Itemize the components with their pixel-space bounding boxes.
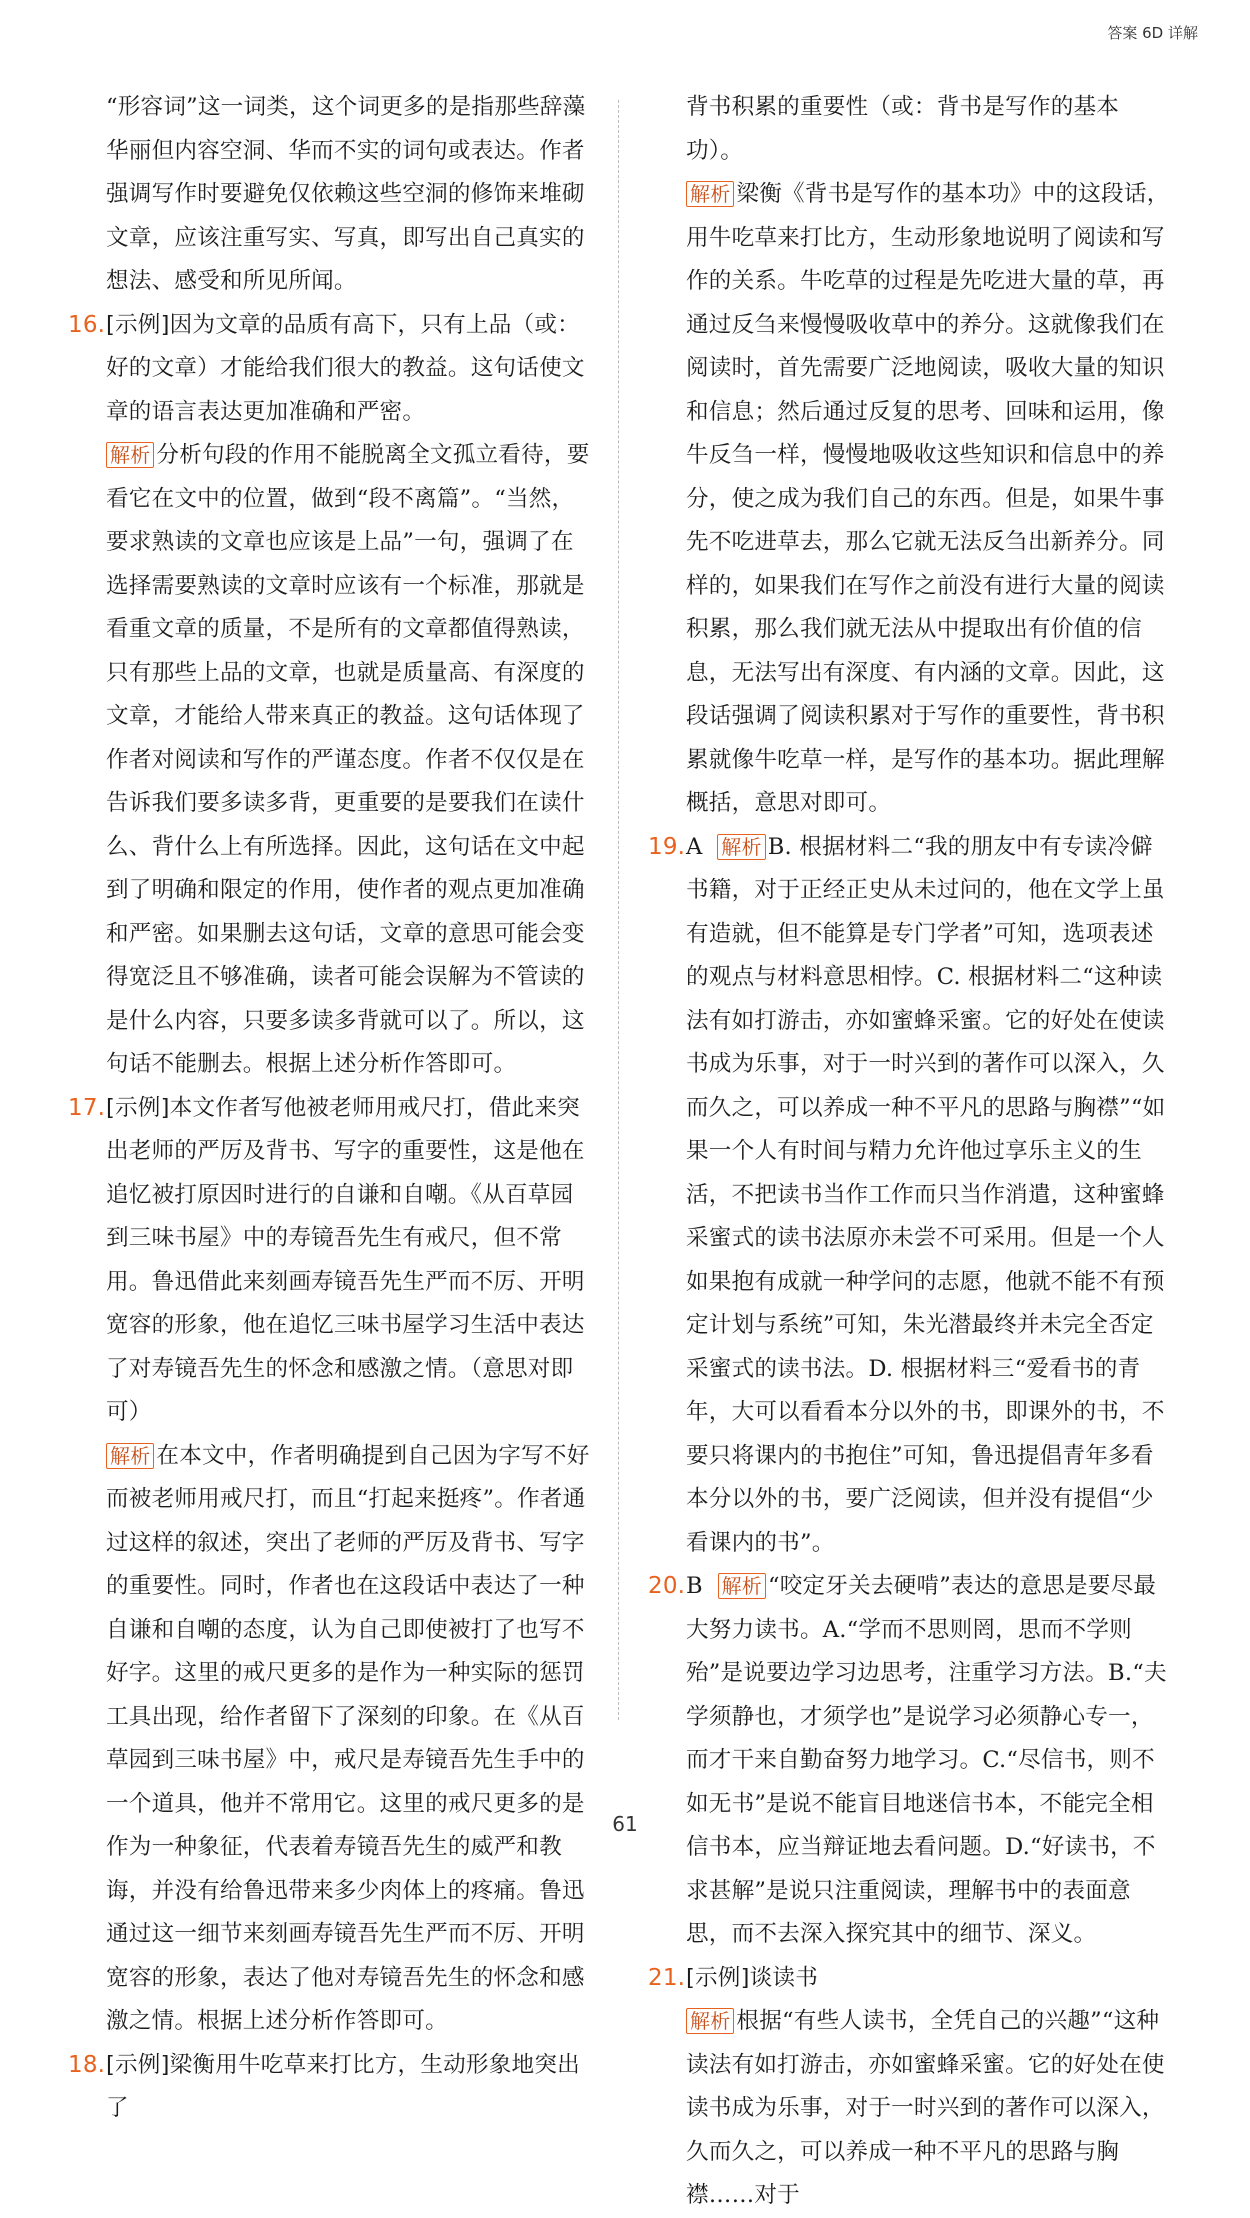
q20-analysis: “咬定牙关去硬啃”表达的意思是要尽最大努力读书。A.“学而不思则罔，思而不学则殆”是说要边学习边思考，注重学习方法。B.“夫学须静也，才须学也”是说学习必须静心专一，而才干来自勤奋努力地学习。C.“尽信书，则不如无书”是说不能盲目地迷信书本，不能完全相信书本，应当辩证地去看问题。D.“好读书，不求甚解”是说只注重阅读，理解书中的表面意思，而不去深入探究其中的细节、深义。 [686,1573,1167,1947]
page-header: 答案 6D 详解 [1107,24,1198,42]
q16-answer: [示例]因为文章的品质有高下，只有上品（或：好的文章）才能给我们很大的教益。这句话使文章的语言表达更加准确和严密。 [106,311,585,425]
q20-answer: B [686,1573,703,1599]
q16-number: 16. [68,311,106,338]
analysis-tag: 解析 [686,2008,734,2034]
q16-analysis: 分析句段的作用不能脱离全文孤立看待，要看它在文中的位置，做到“段不离篇”。“当然，要求熟读的文章也应该是上品”一句，强调了在选择需要熟读的文章时应该有一个标准，那就是看重文章的质量，不是所有的文章都值得熟读，只有那些上品的文章，也就是质量高、有深度的文章，才能给人带来真正的教益。这句话体现了作者对阅读和写作的严谨态度。作者不仅仅是在告诉我们要多读多背，更重要的是要我们在读什么、背什么上有所选择。因此，这句话在文中起到了明确和限定的作用，使作者的观点更加准确和严密。如果删去这句话，文章的意思可能会变得宽泛且不够准确，读者可能会误解为不管读的是什么内容，只要多读多背就可以了。所以，这句话不能删去。根据上述分析作答即可。 [106,442,590,1077]
q18-answer-cont: 背书积累的重要性（或：背书是写作的基本功）。 [686,94,1120,164]
q19-analysis: B. 根据材料二“我的朋友中有专读冷僻书籍，对于正经正史从未过问的，他在文学上虽有造就，但不能算是专门学者”可知，选项表述的观点与材料意思相悖。C. 根据材料二“这种读法有如打游击，亦如蜜蜂采蜜。它的好处在使读书成为乐事，对于一时兴到的著作可以深入，久而久之，可以养成一种不平凡的思路与胸襟”“如果一个人有时间与精力允许他过享乐主义的生活，不把读书当作工作而只当作消遣，这种蜜蜂采蜜式的读书法原亦未尝不可采用。但是一个人如果抱有成就一种学问的志愿，他就不能不有预定计划与系统”可知，朱光潜最终并未完全否定采蜜式的读书法。D. 根据材料三“爱看书的青年，大可以看看本分以外的书，即课外的书，不要只将课内的书抱住”可知，鲁迅提倡青年多看本分以外的书，要广泛阅读，但并没有提倡“少看课内的书”。 [686,833,1166,1556]
analysis-tag: 解析 [718,1573,766,1599]
analysis-tag: 解析 [686,181,734,207]
q20-number: 20. [648,1573,686,1599]
question-20 [650,1565,1175,1957]
q21-analysis: 根据“有些人读书，全凭自己的兴趣”“这种读法有如打游击，亦如蜜蜂采蜜。它的好处在使读书成为乐事，对于一时兴到的著作可以深入，久而久之，可以养成一种不平凡的思路与胸襟……对于 [686,2008,1165,2208]
question-17 [70,1087,595,2044]
analysis-tag: 解析 [717,834,765,860]
q21-number: 21. [648,1964,686,1991]
q17-number: 17. [68,1094,106,1121]
q18-answer: [示例]梁衡用牛吃草来打比方，生动形象地突出了 [106,2051,580,2121]
q18-number: 18. [68,2051,106,2078]
analysis-tag: 解析 [106,442,154,468]
q17-answer: [示例]本文作者写他被老师用戒尺打，借此来突出老师的严厉及背书、写字的重要性，这是他在追忆被打原因时进行的自谦和自嘲。《从百草园到三味书屋》中的寿镜吾先生有戒尺，但不常用。鲁迅借此来刻画寿镜吾先生严而不厉、开明宽容的形象，他在追忆三味书屋学习生活中表达了对寿镜吾先生的怀念和感激之情。（意思对即可） [106,1094,585,1425]
q18-analysis: 梁衡《背书是写作的基本功》中的这段话，用牛吃草来打比方，生动形象地说明了阅读和写作的关系。牛吃草的过程是先吃进大量的草，再通过反刍来慢慢吸收草中的养分。这就像我们在阅读时，首先需要广泛地阅读，吸收大量的知识和信息；然后通过反复的思考、回味和运用，像牛反刍一样，慢慢地吸收这些知识和信息中的养分，使之成为我们自己的东西。但是，如果牛事先不吃进草去，那么它就无法反刍出新养分。同样的，如果我们在写作之前没有进行大量的阅读积累，那么我们就无法从中提取出有价值的信息，无法写出有深度、有内涵的文章。因此，这段话强调了阅读积累对于写作的重要性，背书积累就像牛吃草一样，是写作的基本功。据此理解概括，意思对即可。 [686,181,1170,816]
q17-analysis: 在本文中，作者明确提到自己因为字写不好而被老师用戒尺打，而且“打起来挺疼”。作者通过这样的叙述，突出了老师的严厉及背书、写字的重要性。同时，作者也在这段话中表达了一种自谦和自嘲的态度，认为自己即使被打了也写不好字。这里的戒尺更多的是作为一种实际的惩罚工具出现，给作者留下了深刻的印象。在《从百草园到三味书屋》中，戒尺是寿镜吾先生手中的一个道具，他并不常用它。这里的戒尺更多的是作为一种象征，代表着寿镜吾先生的威严和教诲，并没有给鲁迅带来多少肉体上的疼痛。鲁迅通过这一细节来刻画寿镜吾先生严而不厉、开明宽容的形象，表达了他对寿镜吾先生的怀念和感激之情。根据上述分析作答即可。 [106,1442,590,2034]
page-number: 61 [612,1812,638,1836]
q19-answer: A [686,833,703,860]
q18-continuation [650,86,1175,826]
question-18 [70,2044,595,2131]
q19-number: 19. [648,833,686,860]
question-19 [650,826,1175,1566]
analysis-tag: 解析 [106,1443,154,1469]
q15-text: “形容词”这一词类，这个词更多的是指那些辞藻华丽但内容空洞、华而不实的词句或表达。作者强调写作时要避免仅依赖这些空洞的修饰来堆砌文章，应该注重写实、写真，即写出自己真实的想法、感受和所见所闻。 [106,94,586,294]
column-divider [618,100,619,1720]
right-column [650,86,1175,2218]
q15-continuation [70,86,595,304]
question-16 [70,304,595,1087]
q21-answer: [示例]谈读书 [686,1964,818,1991]
question-21 [650,1957,1175,2218]
